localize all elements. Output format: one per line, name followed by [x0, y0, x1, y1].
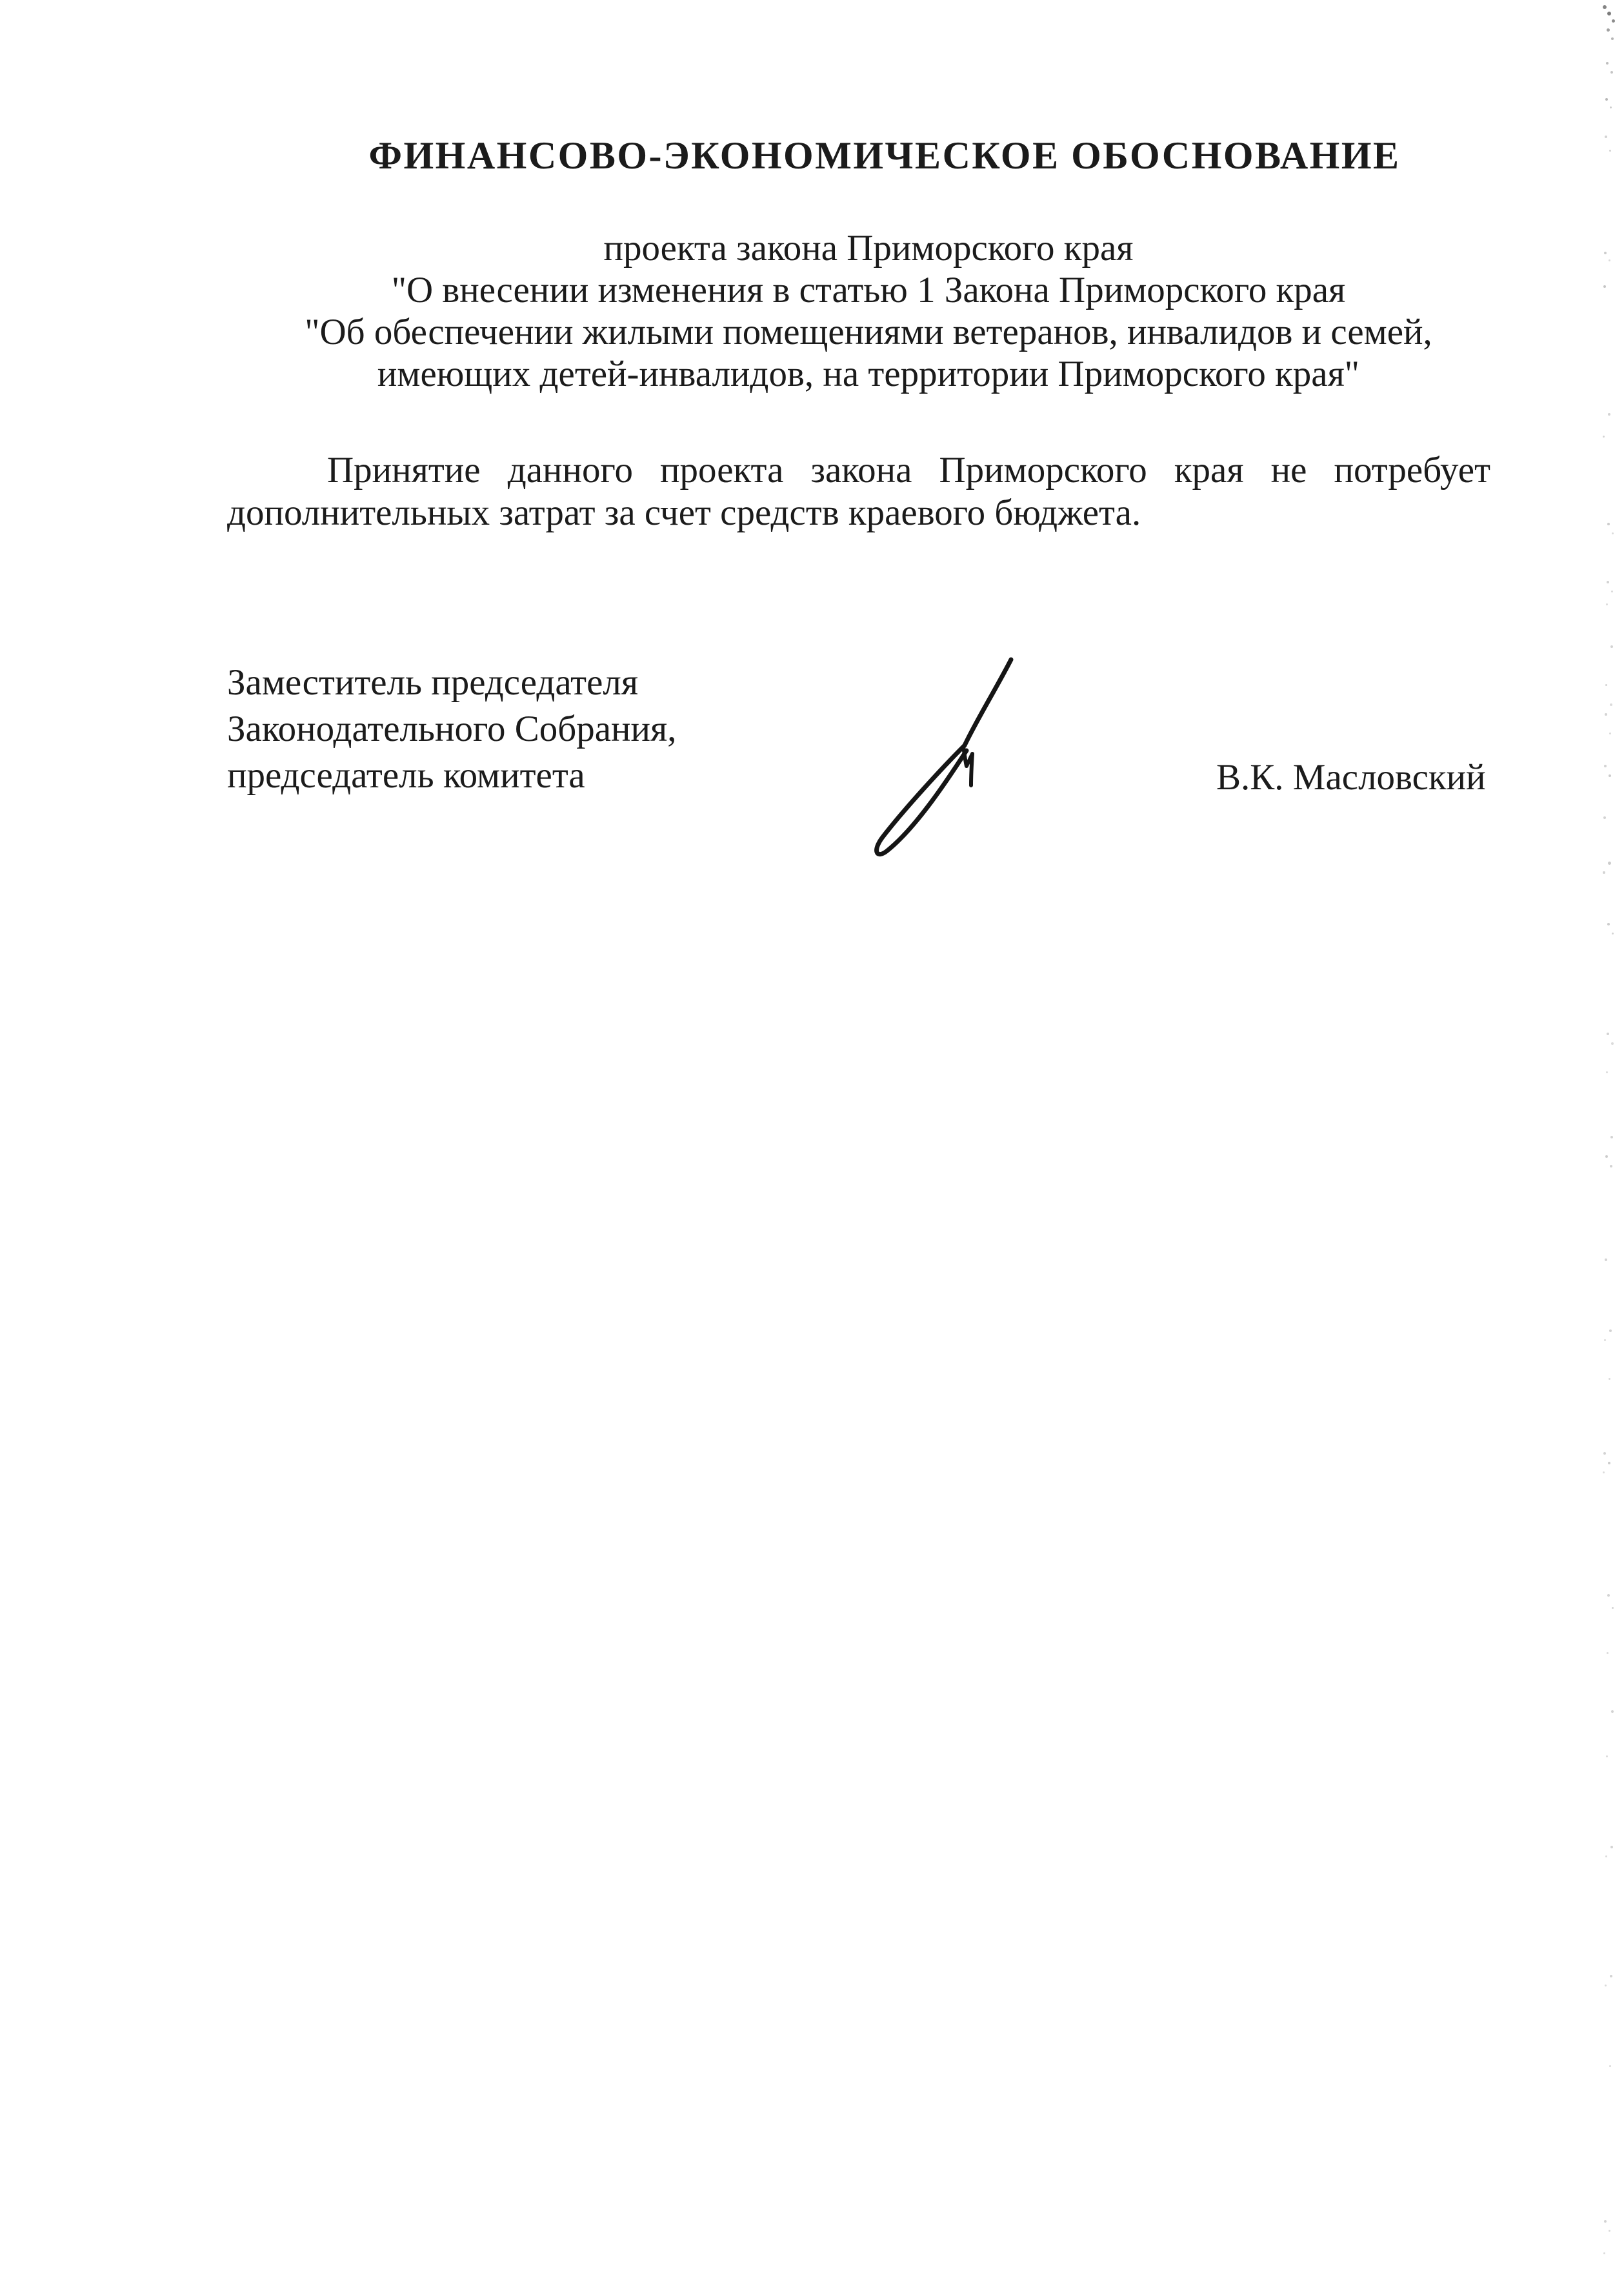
signature-position-block — [227, 660, 937, 799]
subtitle-line: "Об обеспечении жилыми помещениями ветеранов, инвалидов и семей, — [305, 312, 1432, 352]
signature-position-line: председатель комитета — [227, 755, 585, 796]
body-paragraph-line: Принятие данного проекта закона Приморского края не потребует — [327, 450, 1490, 490]
subtitle-line: проекта закона Приморского края — [603, 228, 1134, 268]
document-subtitle — [227, 227, 1510, 395]
document-title: ФИНАНСОВО-ЭКОНОМИЧЕСКОЕ ОБОСНОВАНИЕ — [368, 134, 1401, 177]
body-paragraph-line: дополнительных затрат за счет средств краевого бюджета. — [227, 492, 1141, 533]
handwritten-signature — [832, 636, 1052, 868]
subtitle-line: имеющих детей-инвалидов, на территории Приморского края" — [377, 354, 1360, 394]
subtitle-line: "О внесении изменения в статью 1 Закона Приморского края — [391, 270, 1346, 310]
body-paragraph — [227, 449, 1490, 534]
signer-name: В.К. Масловский — [1216, 757, 1486, 798]
signature-position-line: Заместитель председателя — [227, 662, 639, 703]
signature-position-line: Законодательного Собрания, — [227, 709, 677, 749]
